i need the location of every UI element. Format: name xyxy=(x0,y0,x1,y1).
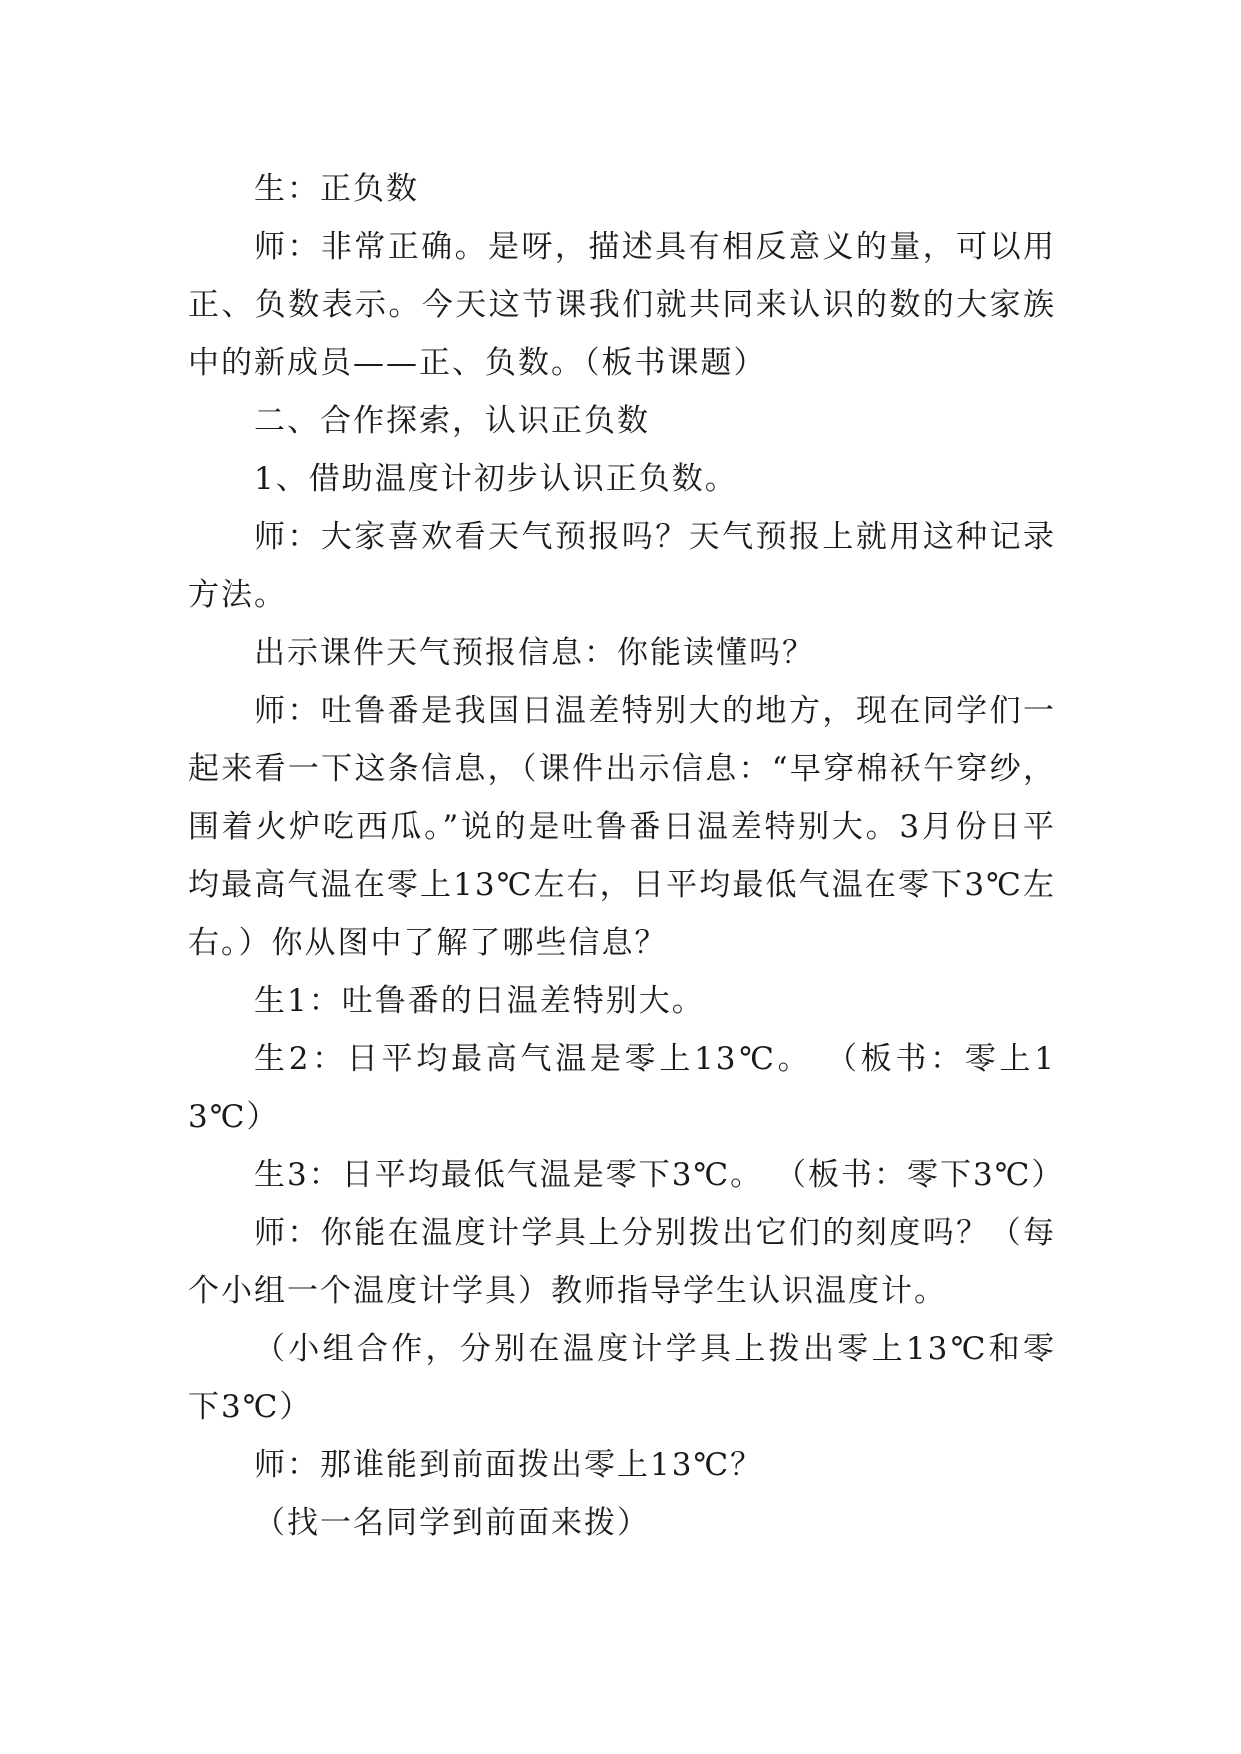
paragraph-student-2: 生2：日平均最高气温是零上13℃。 （板书：零上13℃） xyxy=(188,1041,1056,1135)
paragraph-teacher-ask: 师：那谁能到前面拨出零上13℃？ xyxy=(254,1447,764,1483)
paragraph-weather-question: 师：大家喜欢看天气预报吗？天气预报上就用这种记录方法。 xyxy=(188,519,1056,613)
paragraph-student-answer: 生：正负数 xyxy=(254,171,419,207)
paragraph-courseware: 出示课件天气预报信息：你能读懂吗？ xyxy=(254,635,815,671)
subsection-heading: 1、借助温度计初步认识正负数。 xyxy=(254,461,738,497)
paragraph-thermometer-question: 师：你能在温度计学具上分别拨出它们的刻度吗？（每个小组一个温度计学具）教师指导学生认识温度计。 xyxy=(188,1215,1056,1309)
paragraph-student-demo: （找一名同学到前面来拨） xyxy=(254,1505,650,1541)
paragraph-group-work: （小组合作，分别在温度计学具上拨出零上13℃和零下3℃） xyxy=(188,1331,1056,1425)
paragraph-turpan-info: 师：吐鲁番是我国日温差特别大的地方，现在同学们一起来看一下这条信息，（课件出示信息：“早穿棉袄午穿纱，围着火炉吃西瓜。”说的是吐鲁番日温差特别大。3月份日平均最高气温在零上13℃左右，日平均最低气温在零下3℃左右。）你从图中了解了哪些信息？ xyxy=(188,693,1056,961)
paragraph-student-3: 生3：日平均最低气温是零下3℃。 （板书：零下3℃） xyxy=(254,1157,1065,1193)
section-heading: 二、合作探索，认识正负数 xyxy=(254,403,650,439)
paragraph-teacher-intro: 师：非常正确。是呀，描述具有相反意义的量，可以用正、负数表示。今天这节课我们就共同来认识的数的大家族中的新成员——正、负数。（板书课题） xyxy=(188,229,1056,381)
document-page xyxy=(188,160,1065,1552)
paragraph-student-1: 生1：吐鲁番的日温差特别大。 xyxy=(254,983,705,1019)
